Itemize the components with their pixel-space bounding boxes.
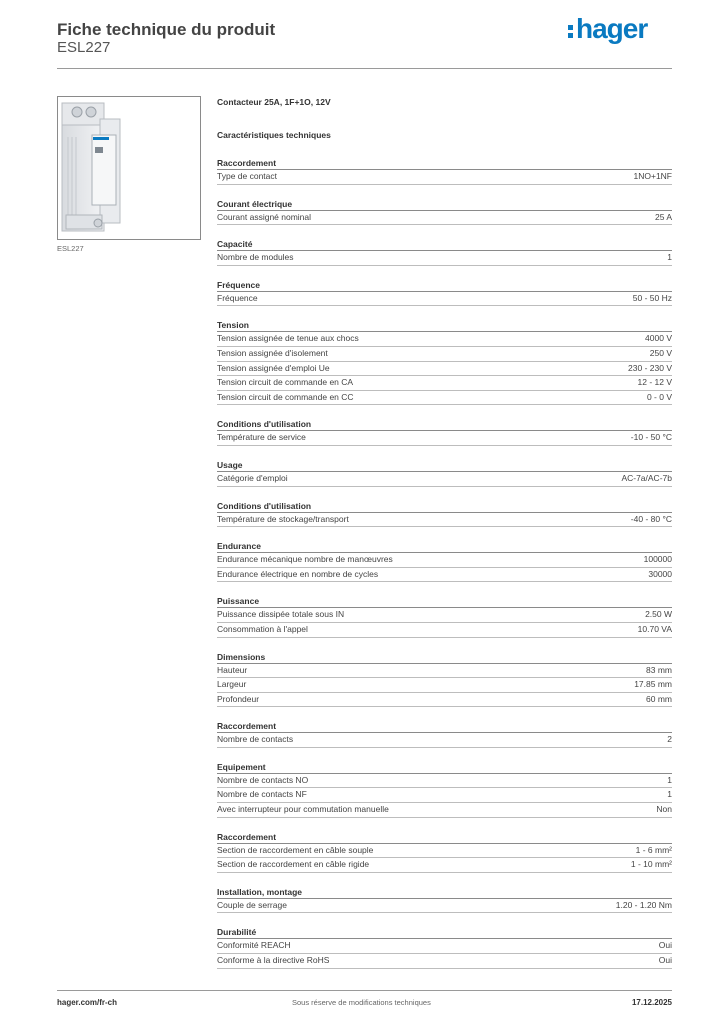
spec-label: Puissance dissipée totale sous IN bbox=[217, 609, 345, 620]
footer-date: 17.12.2025 bbox=[631, 998, 672, 1007]
spec-label: Avec interrupteur pour commutation manuelle bbox=[217, 804, 389, 815]
spec-value: AC-7a/AC-7b bbox=[621, 472, 672, 483]
spec-row bbox=[217, 693, 672, 708]
section-title: Endurance bbox=[217, 537, 672, 553]
spec-row bbox=[217, 553, 672, 568]
spec-row bbox=[217, 664, 672, 679]
hager-logo-dots-icon bbox=[568, 25, 574, 41]
header-divider bbox=[57, 68, 672, 69]
spec-label: Température de service bbox=[217, 432, 306, 443]
spec-label: Nombre de contacts NO bbox=[217, 774, 309, 785]
spec-value: 4000 V bbox=[645, 333, 672, 344]
tech-heading: Caractéristiques techniques bbox=[217, 130, 331, 140]
spec-value: 1 bbox=[667, 252, 672, 263]
spec-label: Tension assignée de tenue aux chocs bbox=[217, 333, 359, 344]
spec-value: 100000 bbox=[643, 554, 672, 565]
spec-value: 17.85 mm bbox=[634, 679, 672, 690]
spec-value: 1 bbox=[667, 774, 672, 785]
hager-logo: hager bbox=[576, 13, 648, 44]
spec-section bbox=[217, 828, 672, 873]
spec-row bbox=[217, 733, 672, 748]
spec-section bbox=[217, 497, 672, 528]
spec-value: 60 mm bbox=[646, 693, 672, 704]
spec-row bbox=[217, 332, 672, 347]
section-title: Puissance bbox=[217, 592, 672, 608]
section-title: Conditions d'utilisation bbox=[217, 497, 672, 513]
spec-value: 1 - 10 mm² bbox=[630, 859, 672, 870]
product-reference: ESL227 bbox=[57, 39, 111, 56]
spec-label: Consommation à l'appel bbox=[217, 623, 308, 634]
spec-row bbox=[217, 376, 672, 391]
section-title: Capacité bbox=[217, 235, 672, 251]
product-name: Contacteur 25A, 1F+1O, 12V bbox=[217, 97, 331, 107]
spec-label: Tension circuit de commande en CA bbox=[217, 377, 354, 388]
spec-value: 30000 bbox=[648, 568, 672, 579]
spec-value: 2 bbox=[667, 734, 672, 745]
spec-row bbox=[217, 292, 672, 307]
spec-row bbox=[217, 623, 672, 638]
spec-section bbox=[217, 923, 672, 968]
spec-label: Section de raccordement en câble rigide bbox=[217, 859, 370, 870]
spec-section bbox=[217, 883, 672, 914]
spec-row bbox=[217, 251, 672, 266]
spec-section bbox=[217, 154, 672, 185]
section-title: Usage bbox=[217, 456, 672, 472]
section-title: Raccordement bbox=[217, 717, 672, 733]
spec-content bbox=[217, 97, 672, 979]
section-title: Raccordement bbox=[217, 828, 672, 844]
spec-row bbox=[217, 788, 672, 803]
spec-row bbox=[217, 954, 672, 969]
spec-label: Endurance électrique en nombre de cycles bbox=[217, 568, 379, 579]
spec-section bbox=[217, 592, 672, 637]
spec-section bbox=[217, 456, 672, 487]
spec-row bbox=[217, 211, 672, 226]
spec-label: Température de stockage/transport bbox=[217, 513, 349, 524]
spec-section bbox=[217, 758, 672, 818]
spec-row bbox=[217, 844, 672, 859]
footer-website[interactable]: hager.com/fr-ch bbox=[57, 998, 118, 1007]
spec-label: Courant assigné nominal bbox=[217, 211, 312, 222]
section-title: Installation, montage bbox=[217, 883, 672, 899]
spec-row bbox=[217, 431, 672, 446]
spec-label: Endurance mécanique nombre de manœuvres bbox=[217, 554, 393, 565]
spec-row bbox=[217, 513, 672, 528]
spec-sections bbox=[217, 154, 672, 969]
spec-value: 230 - 230 V bbox=[628, 362, 672, 373]
spec-label: Conformité REACH bbox=[217, 940, 291, 951]
spec-row bbox=[217, 362, 672, 377]
spec-label: Hauteur bbox=[217, 664, 248, 675]
spec-label: Tension assignée d'emploi Ue bbox=[217, 362, 330, 373]
spec-row bbox=[217, 899, 672, 914]
footer-disclaimer: Sous réserve de modifications techniques bbox=[292, 998, 431, 1007]
section-title: Dimensions bbox=[217, 648, 672, 664]
spec-section bbox=[217, 235, 672, 266]
spec-label: Fréquence bbox=[217, 292, 258, 303]
spec-value: 1 bbox=[667, 789, 672, 800]
spec-value: 1.20 - 1.20 Nm bbox=[615, 899, 672, 910]
spec-row bbox=[217, 858, 672, 873]
product-image-caption: ESL227 bbox=[57, 244, 84, 253]
spec-section bbox=[217, 537, 672, 582]
spec-row bbox=[217, 803, 672, 818]
spec-row bbox=[217, 391, 672, 406]
spec-label: Tension circuit de commande en CC bbox=[217, 391, 354, 402]
spec-value: 12 - 12 V bbox=[637, 377, 672, 388]
spec-label: Nombre de contacts NF bbox=[217, 789, 307, 800]
spec-value: 10.70 VA bbox=[637, 623, 672, 634]
spec-value: 0 - 0 V bbox=[646, 391, 672, 402]
spec-section bbox=[217, 717, 672, 748]
spec-value: 1NO+1NF bbox=[633, 171, 672, 181]
spec-label: Section de raccordement en câble souple bbox=[217, 844, 374, 855]
spec-label: Tension assignée d'isolement bbox=[217, 347, 328, 358]
spec-label: Nombre de modules bbox=[217, 252, 294, 263]
spec-value: 83 mm bbox=[646, 664, 672, 675]
section-title: Courant électrique bbox=[217, 195, 672, 211]
spec-row bbox=[217, 347, 672, 362]
spec-section bbox=[217, 415, 672, 446]
spec-row bbox=[217, 472, 672, 487]
section-title: Tension bbox=[217, 316, 672, 332]
spec-value: 50 - 50 Hz bbox=[632, 292, 672, 303]
spec-section bbox=[217, 276, 672, 307]
spec-section bbox=[217, 195, 672, 226]
spec-value: Oui bbox=[658, 955, 672, 966]
spec-section bbox=[217, 316, 672, 405]
spec-label: Couple de serrage bbox=[217, 899, 287, 910]
spec-label: Catégorie d'emploi bbox=[217, 472, 288, 483]
spec-value: Oui bbox=[658, 940, 672, 951]
spec-label: Type de contact bbox=[217, 171, 278, 181]
spec-value: 250 V bbox=[649, 347, 672, 358]
spec-row bbox=[217, 939, 672, 954]
spec-section bbox=[217, 648, 672, 708]
contactor-image-icon bbox=[58, 97, 200, 239]
product-image bbox=[57, 96, 201, 240]
spec-value: 1 - 6 mm² bbox=[635, 844, 672, 855]
page-title: Fiche technique du produit bbox=[57, 20, 276, 39]
spec-label: Nombre de contacts bbox=[217, 734, 294, 745]
spec-label: Conforme à la directive RoHS bbox=[217, 955, 330, 966]
footer-divider bbox=[57, 990, 672, 991]
spec-value: -10 - 50 °C bbox=[630, 432, 672, 443]
spec-value: 25 A bbox=[654, 211, 672, 222]
spec-value: Non bbox=[656, 804, 672, 815]
spec-row bbox=[217, 170, 672, 185]
spec-label: Largeur bbox=[217, 679, 247, 690]
section-title: Equipement bbox=[217, 758, 672, 774]
section-title: Conditions d'utilisation bbox=[217, 415, 672, 431]
spec-row bbox=[217, 608, 672, 623]
spec-row bbox=[217, 568, 672, 583]
spec-row bbox=[217, 678, 672, 693]
section-title: Durabilité bbox=[217, 923, 672, 939]
spec-value: -40 - 80 °C bbox=[630, 513, 672, 524]
spec-label: Profondeur bbox=[217, 693, 260, 704]
spec-value: 2.50 W bbox=[645, 609, 672, 620]
section-title: Fréquence bbox=[217, 276, 672, 292]
section-title: Raccordement bbox=[217, 154, 672, 170]
spec-row bbox=[217, 774, 672, 789]
